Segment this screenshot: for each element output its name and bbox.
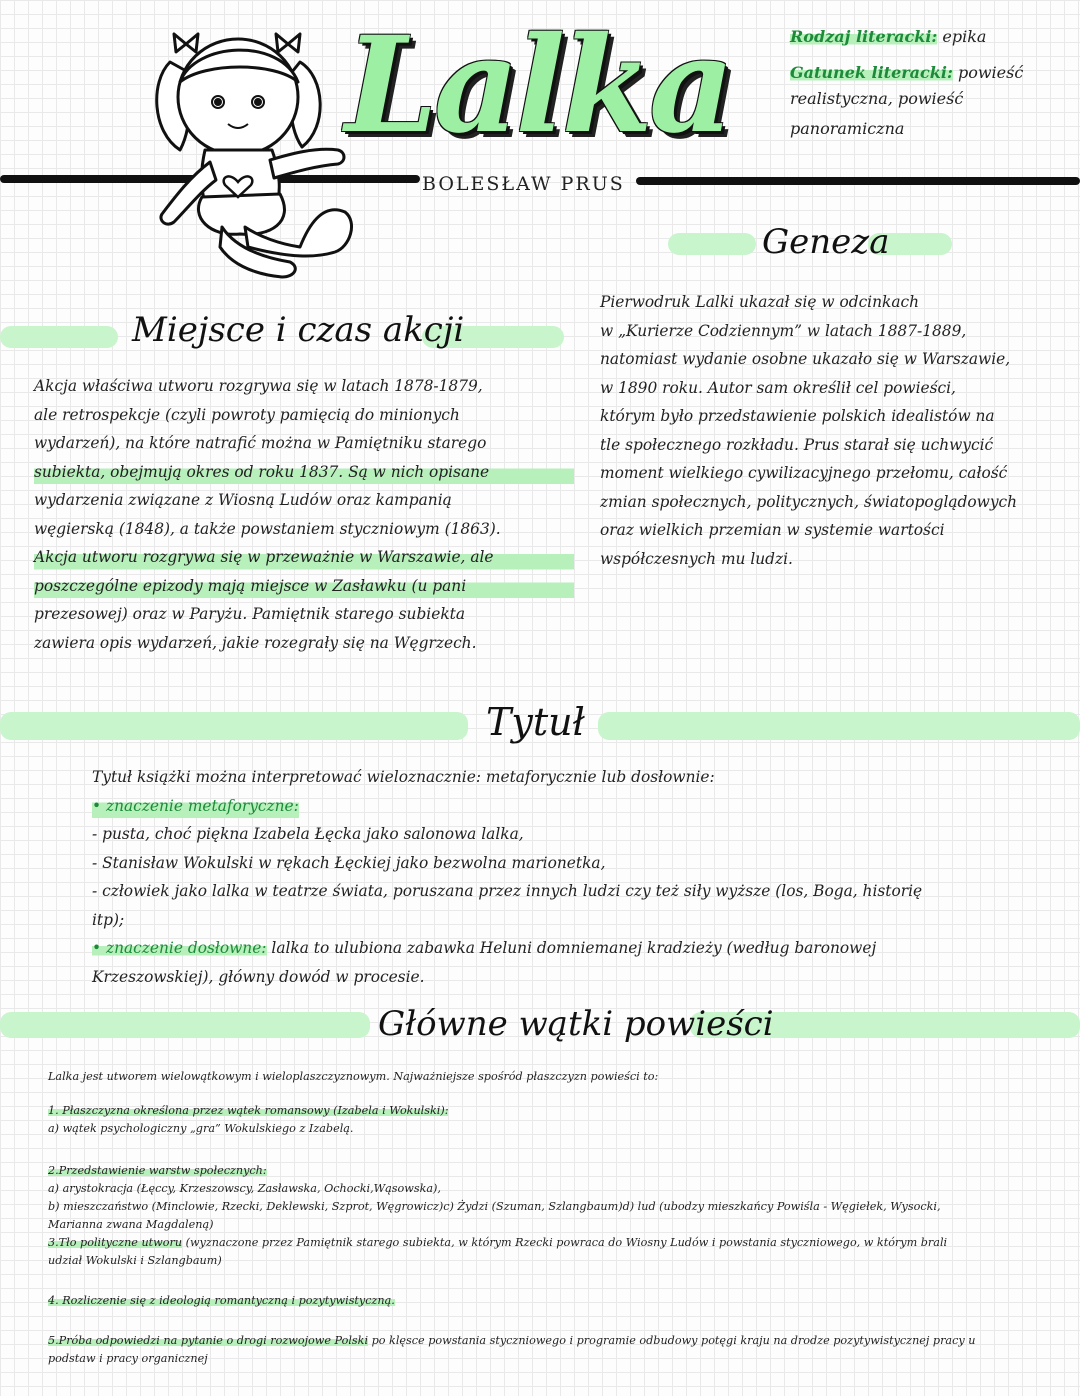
watki-p3-text-2: udział Wokulski i Szlangbaum): [48, 1254, 222, 1267]
miejsce-line: wydarzenia związane z Wiosną Ludów oraz kampanią: [34, 491, 452, 509]
doll-illustration: [150, 22, 360, 280]
geneza-bar-left: [668, 233, 756, 255]
miejsce-text: [34, 372, 574, 657]
geneza-line: tle społecznego rozkładu. Prus starał się uchwycić: [600, 435, 994, 454]
geneza-line: w „Kurierze Codziennym” w latach 1887-1889,: [600, 321, 967, 340]
watki-text: [48, 1068, 1058, 1368]
watki-p5: [48, 1332, 1058, 1350]
watki-p2-c: Marianna zwana Magdaleną): [48, 1218, 214, 1231]
miejsce-line: węgierską (1848), a także powstaniem styczniowym (1863).: [34, 519, 501, 538]
geneza-heading: Geneza: [762, 222, 890, 262]
watki-p1-title: 1. Płaszczyzna określona przez wątek romansowy (Izabela i Wokulski):: [48, 1104, 449, 1117]
spacer: [48, 1138, 1058, 1162]
watki-p2: [48, 1162, 1058, 1180]
watki-p5-text-2: podstaw i pracy organicznej: [48, 1352, 208, 1365]
tytul-meta-label: • znaczenie metaforyczne:: [92, 792, 299, 821]
miejsce-bar-left: [0, 326, 118, 348]
subgenre-value-2: realistyczna, powieść panoramiczna: [790, 89, 964, 138]
header-rule-right: [636, 177, 1080, 185]
miejsce-line: Akcja utworu rozgrywa się w przeważnie w Warszawie, ale: [34, 543, 574, 572]
tytul-text: [92, 763, 1052, 991]
miejsce-line: Akcja właściwa utworu rozgrywa się w latach 1878-1879,: [34, 377, 483, 395]
watki-p5-text: po klęsce powstania styczniowego i programie odbudowy potęgi kraju na drodze pozytywistycznej pracy u: [368, 1334, 976, 1347]
subgenre-value-1: powieść: [957, 63, 1024, 82]
genre-label: Rodzaj literacki:: [790, 27, 938, 46]
genre-value: epika: [942, 27, 987, 46]
tytul-heading: Tytuł: [486, 700, 585, 744]
watki-p3-text: (wyznaczone przez Pamiętnik starego subiekta, w którym Rzecki powraca do Wiosny Ludów i powstania styczniowego, w którym brali: [182, 1236, 948, 1249]
tytul-intro: Tytuł książki można interpretować wieloznacznie: metaforycznie lub dosłownie:: [92, 768, 715, 786]
tytul-meta-item: - Stanisław Wokulski w rękach Łęckiej jako bezwolna marionetka,: [92, 853, 606, 872]
geneza-line: Pierwodruk Lalki ukazał się w odcinkach: [600, 293, 920, 311]
geneza-line: moment wielkiego cywilizacyjnego przełomu, całość: [600, 464, 1008, 482]
miejsce-line: wydarzeń), na które natrafić można w Pamiętniku starego: [34, 434, 487, 452]
miejsce-heading: Miejsce i czas akcji: [132, 310, 465, 350]
watki-p1: [48, 1102, 1058, 1120]
geneza-line: w 1890 roku. Autor sam określił cel powieści,: [600, 378, 956, 397]
geneza-line: natomiast wydanie osobne ukazało się w Warszawie,: [600, 350, 1011, 368]
geneza-line: którym było przedstawienie polskich idealistów na: [600, 407, 995, 425]
miejsce-line: prezesowej) oraz w Paryżu. Pamiętnik starego subiekta: [34, 605, 466, 623]
spacer: [48, 1310, 1058, 1332]
tytul-bar-left: [0, 712, 468, 740]
genre-line: [790, 22, 1070, 52]
geneza-line: zmian społecznych, politycznych, światopoglądowych: [600, 492, 1018, 511]
tytul-literal-text-2: Krzeszowskiej), główny dowód w procesie.: [92, 967, 425, 986]
tytul-literal-text: lalka to ulubiona zabawka Heluni domniemanej kradzieży (według baronowej: [266, 939, 877, 957]
watki-intro: Lalka jest utworem wielowątkowym i wieloplaszczyznowym. Najważniejsze spośród płaszczyzn powieści to:: [48, 1070, 659, 1083]
genre-info: [790, 22, 1070, 144]
miejsce-line: ale retrospekcje (czyli powroty pamięcią do minionych: [34, 405, 460, 424]
watki-p3: [48, 1234, 1058, 1252]
geneza-line: współczesnych mu ludzi.: [600, 549, 793, 568]
geneza-text: [600, 288, 1070, 573]
miejsce-line: subiekta, obejmują okres od roku 1837. Są w nich opisane: [34, 458, 574, 487]
miejsce-line: zawiera opis wydarzeń, jakie rozegrały się na Węgrzech.: [34, 633, 477, 652]
watki-p2-a: a) arystokracja (Łęccy, Krzeszowscy, Zasławska, Ochocki,Wąsowska),: [48, 1182, 441, 1195]
tytul-literal-label: • znaczenie dosłowne:: [92, 939, 267, 957]
watki-p5-title: 5.Próba odpowiedzi na pytanie o drogi rozwojowe Polski: [48, 1334, 369, 1347]
watki-p1-a: a) wątek psychologiczny „gra” Wokulskiego z Izabelą.: [48, 1122, 354, 1135]
watki-p4-title: 4. Rozliczenie się z ideologią romantyczną i pozytywistyczną.: [48, 1294, 395, 1307]
geneza-line: oraz wielkich przemian w systemie wartości: [600, 521, 945, 539]
watki-p2-b: b) mieszczaństwo (Minclowie, Rzecki, Deklewski, Szprot, Węgrowicz)c) Żydzi (Szuman, Szlangbaum)d) lud (ubodzy mieszkańcy Powiśla - Węgiełek, Wysocki,: [48, 1200, 941, 1213]
watki-p4: [48, 1292, 1058, 1310]
watki-p3-title: 3.Tło polityczne utworu: [48, 1236, 183, 1249]
watki-bar-left: [0, 1012, 370, 1038]
watki-p2-title: 2.Przedstawienie warstw społecznych:: [48, 1164, 267, 1177]
watki-heading: Główne wątki powieści: [378, 1004, 774, 1044]
tytul-literal-line: [92, 934, 1052, 963]
tytul-meta-item: - człowiek jako lalka w teatrze świata, poruszana przez innych ludzi czy też siły wyższe (los, Boga, historię: [92, 882, 923, 900]
miejsce-line: poszczególne epizody mają miejsce w Zasławku (u pani: [34, 572, 574, 601]
spacer: [48, 1086, 1058, 1102]
page-title: Lalka: [345, 8, 731, 163]
tytul-bar-right: [598, 712, 1080, 740]
tytul-meta-item: - pusta, choć piękna Izabela Łęcka jako salonowa lalka,: [92, 825, 524, 843]
subgenre-label: Gatunek literacki:: [790, 63, 953, 82]
tytul-meta-item: itp);: [92, 910, 125, 929]
author-name: BOLESŁAW PRUS: [422, 173, 625, 195]
spacer: [48, 1270, 1058, 1292]
